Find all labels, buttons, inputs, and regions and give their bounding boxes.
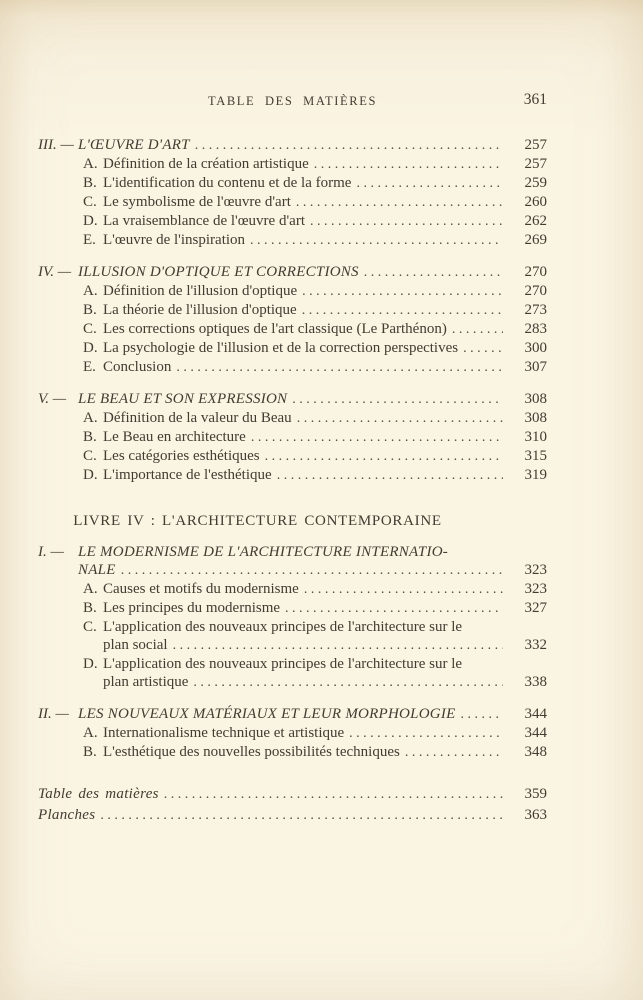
entry-letter: A. xyxy=(83,283,98,299)
dot-leader xyxy=(296,193,503,212)
toc-entry xyxy=(38,282,547,301)
toc-section-oeuvre-dart xyxy=(38,136,547,250)
page-number: 338 xyxy=(524,674,547,690)
toc-entry-continuation xyxy=(38,636,547,655)
dot-leader xyxy=(302,301,503,320)
toc-entry xyxy=(38,193,547,212)
book-heading: LIVRE IV : L'ARCHITECTURE CONTEMPORAINE xyxy=(73,513,442,529)
entry-letter: D. xyxy=(83,340,98,356)
page-number: 323 xyxy=(524,562,547,578)
toc-entry xyxy=(38,339,547,358)
section-title: L'ŒUVRE D'ART xyxy=(78,137,190,153)
entry-label: L'application des nouveaux principes de l'architecture sur le xyxy=(103,619,463,635)
toc-entry xyxy=(38,724,547,743)
page-number: 308 xyxy=(524,410,547,426)
entry-letter: C. xyxy=(83,321,97,337)
toc-entry xyxy=(38,743,547,762)
entry-letter: D. xyxy=(83,467,98,483)
toc-entry xyxy=(38,599,547,618)
dot-leader xyxy=(304,580,503,599)
dot-leader xyxy=(461,705,503,724)
toc-entry xyxy=(38,155,547,174)
page-number: 308 xyxy=(524,391,547,407)
toc-entry xyxy=(38,618,547,636)
entry-letter: A. xyxy=(83,156,98,172)
entry-label: L'esthétique des nouvelles possibilités techniques xyxy=(103,744,400,760)
section-title: LES NOUVEAUX MATÉRIAUX ET LEUR MORPHOLOGIE xyxy=(78,706,456,722)
entry-letter: C. xyxy=(83,448,97,464)
dot-leader xyxy=(277,466,503,485)
dot-leader xyxy=(173,636,503,655)
running-head xyxy=(38,92,547,110)
page-number: 260 xyxy=(524,194,547,210)
dot-leader xyxy=(349,724,503,743)
dot-leader xyxy=(176,358,503,377)
page-number: 283 xyxy=(524,321,547,337)
toc-entry xyxy=(38,466,547,485)
entry-label: L'application des nouveaux principes de l'architecture sur le xyxy=(103,656,463,672)
entry-letter: B. xyxy=(83,175,97,191)
section-numeral: IV. — xyxy=(38,264,72,280)
entry-label: L'identification du contenu et de la forme xyxy=(103,175,352,191)
page-number: 270 xyxy=(524,264,547,280)
toc-section-heading xyxy=(38,705,547,724)
toc-entry xyxy=(38,358,547,377)
page-number: 315 xyxy=(524,448,547,464)
entry-label: Causes et motifs du modernisme xyxy=(103,581,299,597)
dot-leader xyxy=(250,231,503,250)
dot-leader xyxy=(193,673,503,692)
entry-letter: D. xyxy=(83,213,98,229)
toc-section-le-beau xyxy=(38,390,547,485)
dot-leader xyxy=(285,599,503,618)
entry-label: Les corrections optiques de l'art classique (Le Parthénon) xyxy=(103,321,447,337)
page-number: 257 xyxy=(524,137,547,153)
toc-entry xyxy=(38,409,547,428)
toc-entry xyxy=(38,231,547,250)
entry-label: Conclusion xyxy=(103,359,172,375)
dot-leader xyxy=(195,136,503,155)
dot-leader xyxy=(251,428,503,447)
entry-label: Table des matières xyxy=(38,786,159,802)
dot-leader xyxy=(292,390,503,409)
toc-entry xyxy=(38,174,547,193)
entry-letter: B. xyxy=(83,302,97,318)
entry-letter: B. xyxy=(83,429,97,445)
section-title: LE BEAU ET SON EXPRESSION xyxy=(78,391,288,407)
dot-leader xyxy=(452,320,503,339)
section-title: ILLUSION D'OPTIQUE ET CORRECTIONS xyxy=(78,264,359,280)
dot-leader xyxy=(314,155,503,174)
page-number: 257 xyxy=(524,156,547,172)
page-number: 319 xyxy=(524,467,547,483)
entry-letter: B. xyxy=(83,600,97,616)
toc-entry-continuation xyxy=(38,673,547,692)
toc-entry xyxy=(38,655,547,673)
dot-leader xyxy=(164,784,503,805)
entry-label: Les principes du modernisme xyxy=(103,600,281,616)
entry-label-continued: plan artistique xyxy=(103,674,189,690)
page-number: 348 xyxy=(524,744,547,760)
entry-label: Internationalisme technique et artistique xyxy=(103,725,345,741)
page-number: 262 xyxy=(524,213,547,229)
toc-section-heading xyxy=(38,543,547,561)
section-numeral: V. — xyxy=(38,391,67,407)
page-number: 300 xyxy=(524,340,547,356)
entry-label: La théorie de l'illusion d'optique xyxy=(103,302,297,318)
toc-entry xyxy=(38,784,547,805)
dot-leader xyxy=(100,805,503,826)
entry-letter: A. xyxy=(83,581,98,597)
folio-page-number: 361 xyxy=(523,91,547,108)
page-number: 269 xyxy=(524,232,547,248)
page-number: 359 xyxy=(524,786,547,802)
entry-label: Définition de la création artistique xyxy=(103,156,309,172)
toc-section-heading-continuation xyxy=(38,561,547,580)
page-number: 307 xyxy=(524,359,547,375)
entry-label: Les catégories esthétiques xyxy=(103,448,260,464)
section-title-continued: NALE xyxy=(78,562,116,578)
entry-letter: C. xyxy=(83,619,97,635)
page-number: 323 xyxy=(524,581,547,597)
page-number: 344 xyxy=(524,706,547,722)
entry-label: Le Beau en architecture xyxy=(103,429,246,445)
toc-entry xyxy=(38,580,547,599)
entry-label: Définition de la valeur du Beau xyxy=(103,410,292,426)
dot-leader xyxy=(297,409,503,428)
section-numeral: I. — xyxy=(38,544,64,560)
page-number: 273 xyxy=(524,302,547,318)
toc-entry xyxy=(38,212,547,231)
page-number: 259 xyxy=(524,175,547,191)
dot-leader xyxy=(463,339,503,358)
entry-label: L'œuvre de l'inspiration xyxy=(103,232,246,248)
page-title: TABLE DES MATIÈRES xyxy=(207,94,378,108)
entry-label: Définition de l'illusion d'optique xyxy=(103,283,298,299)
toc-section-illusion-optique xyxy=(38,263,547,377)
entry-letter: E. xyxy=(83,232,96,248)
toc-entry xyxy=(38,447,547,466)
entry-label: Planches xyxy=(38,807,96,823)
dot-leader xyxy=(265,447,503,466)
toc-entry xyxy=(38,301,547,320)
page-number: 310 xyxy=(524,429,547,445)
backmatter xyxy=(38,784,547,826)
entry-label: Le symbolisme de l'œuvre d'art xyxy=(103,194,291,210)
toc-section-heading xyxy=(38,390,547,409)
dot-leader xyxy=(302,282,503,301)
entry-letter: A. xyxy=(83,725,98,741)
dot-leader xyxy=(364,263,503,282)
toc-entry xyxy=(38,428,547,447)
entry-letter: C. xyxy=(83,194,97,210)
page-number: 363 xyxy=(524,807,547,823)
toc-entry xyxy=(38,805,547,826)
toc-section-heading xyxy=(38,136,547,155)
page-number: 270 xyxy=(524,283,547,299)
entry-letter: E. xyxy=(83,359,96,375)
dot-leader xyxy=(310,212,503,231)
toc-section-modernisme xyxy=(38,543,547,692)
toc-section-heading xyxy=(38,263,547,282)
entry-label: La vraisemblance de l'œuvre d'art xyxy=(103,213,305,229)
dot-leader xyxy=(405,743,503,762)
entry-label: La psychologie de l'illusion et de la correction perspectives xyxy=(103,340,459,356)
dot-leader xyxy=(121,561,503,580)
entry-letter: D. xyxy=(83,656,98,672)
entry-letter: B. xyxy=(83,744,97,760)
section-numeral: II. — xyxy=(38,706,69,722)
page-number: 332 xyxy=(524,637,547,653)
section-numeral: III. — xyxy=(38,137,74,153)
toc-section-nouveaux-materiaux xyxy=(38,705,547,762)
entry-label: L'importance de l'esthétique xyxy=(103,467,272,483)
page-number: 327 xyxy=(524,600,547,616)
entry-letter: A. xyxy=(83,410,98,426)
toc-entry xyxy=(38,320,547,339)
dot-leader xyxy=(356,174,503,193)
page-number: 344 xyxy=(524,725,547,741)
section-title: LE MODERNISME DE L'ARCHITECTURE INTERNATIO- xyxy=(78,544,449,560)
entry-label-continued: plan social xyxy=(103,637,168,653)
